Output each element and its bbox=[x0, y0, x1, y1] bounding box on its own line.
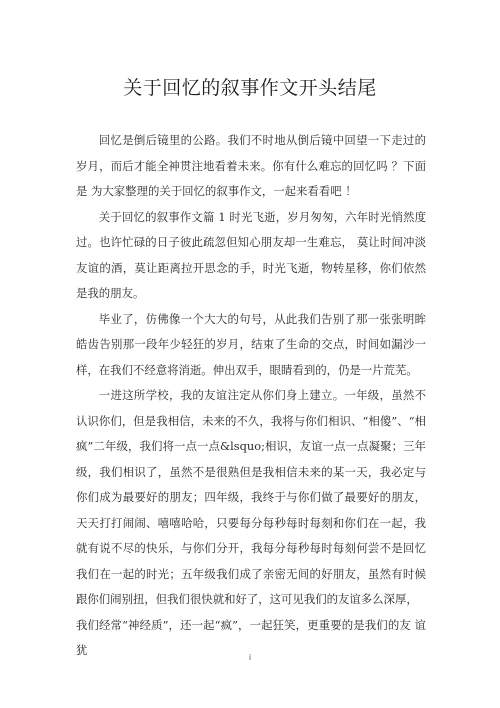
paragraph-school-years: 一进这所学校，我的友谊注定从你们身上建立。一年级，虽然不 认识你们，但是我相信，未来的不久，我将与你们相识、“相傻”、“相 疯”二年级，我们将一点一点&lsquo;相识，友谊一点一点凝聚；三年 级，我们相识了，虽然不是很熟但是我相信未来的某一天，我必定与 你们成为最要好的朋友；四年级，我终于与你们做了最要好的朋友， 天天打打闹闹、嘻嘻哈哈，只要每分每秒每时每刻和你们在一起，我 就有说不尽的快乐，与你们分开，我每分每秒每时每刻何尝不是回忆 我们在一起的时光；五年级我们成了亲密无间的好朋友，虽然有时候 跟你们闹别扭，但我们很快就和好了，这可见我们的友谊多么深厚， bbox=[76, 388, 426, 606]
paragraph-continued: 我们经常“神经质”，还一起“疯”，一起狂笑，更重要的是我们的友 谊犹 bbox=[76, 617, 426, 657]
document-body bbox=[76, 128, 426, 664]
document-title: 关于回忆的叙事作文开头结尾 bbox=[123, 77, 377, 99]
paragraph-graduation: 毕业了，仿佛像一个大大的句号，从此我们告别了那一张张明眸 皓齿告别那一段年少轻狂的岁月，结束了生命的交点，时间如漏沙一 样，在我们不经意将消逝。伸出双手，眼睛看到的，仍是一片荒芜。 bbox=[76, 311, 426, 377]
paragraph-intro: 回忆是倒后镜里的公路。我们不时地从倒后镜中回望一下走过的 岁月，而后才能全神贯注地看着未来。你有什么难忘的回忆吗 ？下面是 为大家整理的关于回忆的叙事作文，一起来看看吧 ！ bbox=[76, 133, 426, 198]
paragraph-essay-1-opening: 关于回忆的叙事作文篇 1 时光飞逝，岁月匆匆，六年时光悄然度 过。也许忙碌的日子彼此疏忽但知心朋友却一生难忘， 莫让时间冲淡 友谊的酒，莫让距离拉开思念的手，时光飞逝，物转星移，你们依然 是我的朋友。 bbox=[76, 209, 426, 300]
page-number: i bbox=[248, 653, 252, 662]
